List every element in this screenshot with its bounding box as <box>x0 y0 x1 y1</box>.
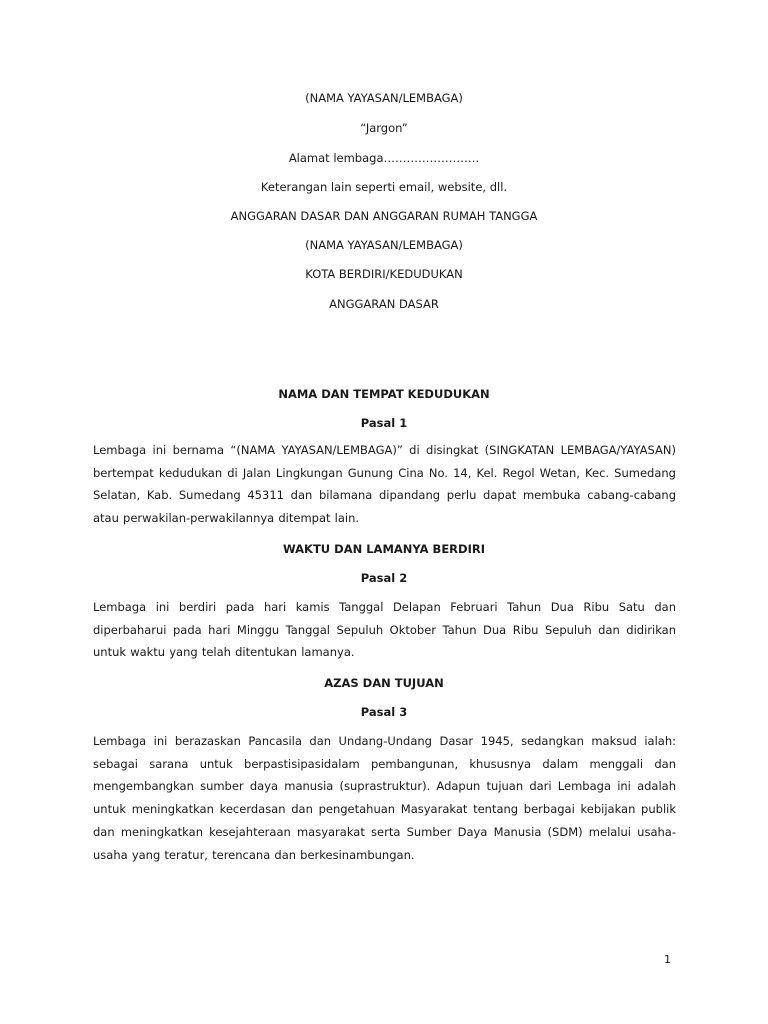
section-title: ANGGARAN DASAR <box>329 297 439 311</box>
article-paragraph-1: Lembaga ini bernama “(NAMA YAYASAN/LEMBAGA)” di disingkat (SINGKATAN LEMBAGA/YAYASAN) bertempat kedudukan di Jalan Lingkungan Gunung Cina No. 14, Kel. Regol Wetan, Kec. Sumedang Selatan, Kab. Sumedang 45311 dan bilamana dipandang perlu dapat membuka cabang-cabang atau perwakilan-perwakilannya ditempat lain. <box>93 443 676 526</box>
page-number: 1 <box>664 953 671 966</box>
article-heading-1: Pasal 1 <box>360 416 408 430</box>
chapter-heading-2: WAKTU DAN LAMANYA BERDIRI <box>282 542 485 556</box>
org-name-repeat: (NAMA YAYASAN/LEMBAGA) <box>305 238 463 252</box>
article-heading-3: Pasal 3 <box>360 705 408 719</box>
org-name: (NAMA YAYASAN/LEMBAGA) <box>305 91 463 105</box>
org-jargon: “Jargon” <box>360 121 408 135</box>
article-paragraph-2: Lembaga ini berdiri pada hari kamis Tanggal Delapan Februari Tahun Dua Ribu Satu dan diperbaharui pada hari Minggu Tanggal Sepuluh Oktober Tahun Dua Ribu Sepuluh dan didirikan untuk waktu yang telah ditentukan lamanya. <box>93 600 676 660</box>
article-paragraph-3: Lembaga ini berazaskan Pancasila dan Undang-Undang Dasar 1945, sedangkan maksud ialah: sebagai sarana untuk berpastisipasidalam pembangunan, khususnya dalam menggali dan mengembangkan sumber daya manusia (suprastruktur). Adapun tujuan dari Lembaga ini adalah untuk meningkatkan kecerdasan dan pengetahuan Masyarakat tentang berbagai kebijakan publik dan meningkatkan kesejahteraan masyarakat serta Sumber Daya Manusia (SDM) melalui usaha-usaha yang teratur, terencana dan berkesinambungan. <box>93 734 676 862</box>
org-extra-info: Keterangan lain seperti email, website, dll. <box>260 180 508 194</box>
document-title: ANGGARAN DASAR DAN ANGGARAN RUMAH TANGGA <box>230 209 538 223</box>
chapter-heading-3: AZAS DAN TUJUAN <box>324 676 444 690</box>
article-heading-2: Pasal 2 <box>360 571 408 585</box>
org-address: Alamat lembaga……………………. <box>288 151 480 165</box>
org-city: KOTA BERDIRI/KEDUDUKAN <box>305 267 463 281</box>
chapter-heading-1: NAMA DAN TEMPAT KEDUDUKAN <box>278 387 490 401</box>
